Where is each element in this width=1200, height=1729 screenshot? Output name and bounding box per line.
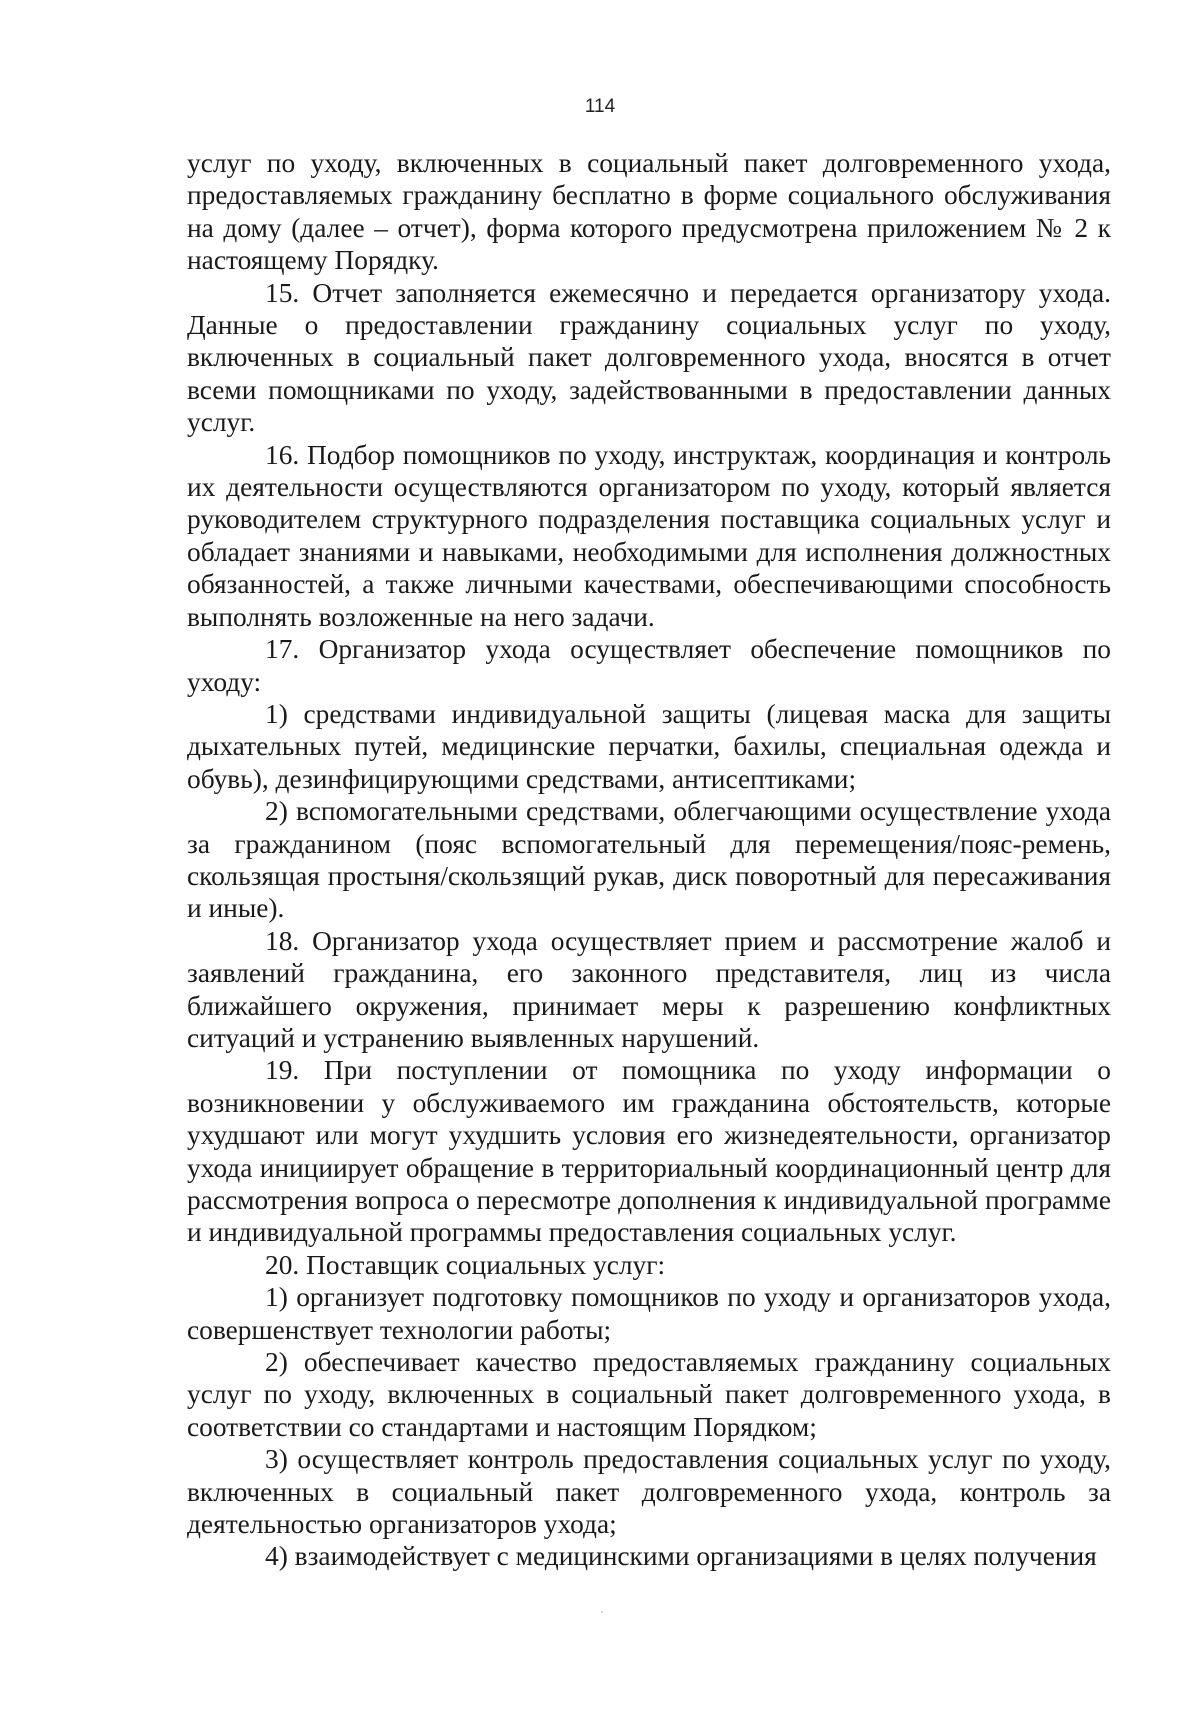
paragraph-17: 17. Организатор ухода осуществляет обеспечение помощников по уходу: [187,634,1111,697]
paragraph-18: 18. Организатор ухода осуществляет прием и рассмотрение жалоб и заявлений гражданина, его законного представителя, лиц из числа ближайшего окружения, принимает меры к разрешению конфликтных ситуаций и устранению выявленных нарушений. [187,925,1111,1053]
paragraph-20: 20. Поставщик социальных услуг: [265,1249,666,1280]
paragraph-20-item-4: 4) взаимодействует с медицинскими организациями в целях получения [265,1541,1097,1572]
paragraph-16: 16. Подбор помощников по уходу, инструктаж, координация и контроль их деятельности осуществляются организатором по уходу, который является руководителем структурного подразделения поставщика социальных услуг и обладает знаниями и навыками, необходимыми для исполнения должностных обязанностей, а также личными качествами, обеспечивающими способность выполнять возложенные на него задачи. [187,439,1111,632]
paragraph-20-item-1: 1) организует подготовку помощников по уходу и организаторов ухода, совершенствует технологии работы; [187,1282,1111,1345]
scan-speck [601,1611,603,1613]
document-body [187,147,1111,1573]
paragraph-17-item-2: 2) вспомогательными средствами, облегчающими осуществление ухода за гражданином (пояс вспомогательный для перемещения/пояс-ремень, скользящая простыня/скользящий рукав, диск поворотный для пересаживания и иные). [187,796,1111,924]
paragraph-20-item-2: 2) обеспечивает качество предоставляемых гражданину социальных услуг по уходу, включенных в социальный пакет долговременного ухода, в соответствии со стандартами и настоящим Порядком; [187,1347,1111,1442]
paragraph-15: 15. Отчет заполняется ежемесячно и передается организатору ухода. Данные о предоставлении гражданину социальных услуг по уходу, включенных в социальный пакет долговременного ухода, вносятся в отчет всеми помощниками по уходу, задействованными в предоставлении данных услуг. [187,277,1111,438]
paragraph-continuation: услуг по уходу, включенных в социальный пакет долговременного ухода, предоставляемых гражданину бесплатно в форме социального обслуживания на дому (далее – отчет), форма которого предусмотрена приложением № 2 к настоящему Порядку. [187,148,1111,276]
paragraph-19: 19. При поступлении от помощника по уходу информации о возникновении у обслуживаемого им гражданина обстоятельств, которые ухудшают или могут ухудшить условия его жизнедеятельности, организатор ухода инициирует обращение в территориальный координационный центр для рассмотрения вопроса о пересмотре дополнения к индивидуальной программе и индивидуальной программы предоставления социальных услуг. [187,1055,1111,1248]
page-number: 114 [584,96,616,117]
paragraph-17-item-1: 1) средствами индивидуальной защиты (лицевая маска для защиты дыхательных путей, медицинские перчатки, бахилы, специальная одежда и обувь), дезинфицирующими средствами, антисептиками; [187,698,1111,794]
paragraph-20-item-3: 3) осуществляет контроль предоставления социальных услуг по уходу, включенных в социальный пакет долговременного ухода, контроль за деятельностью организаторов ухода; [187,1444,1111,1540]
